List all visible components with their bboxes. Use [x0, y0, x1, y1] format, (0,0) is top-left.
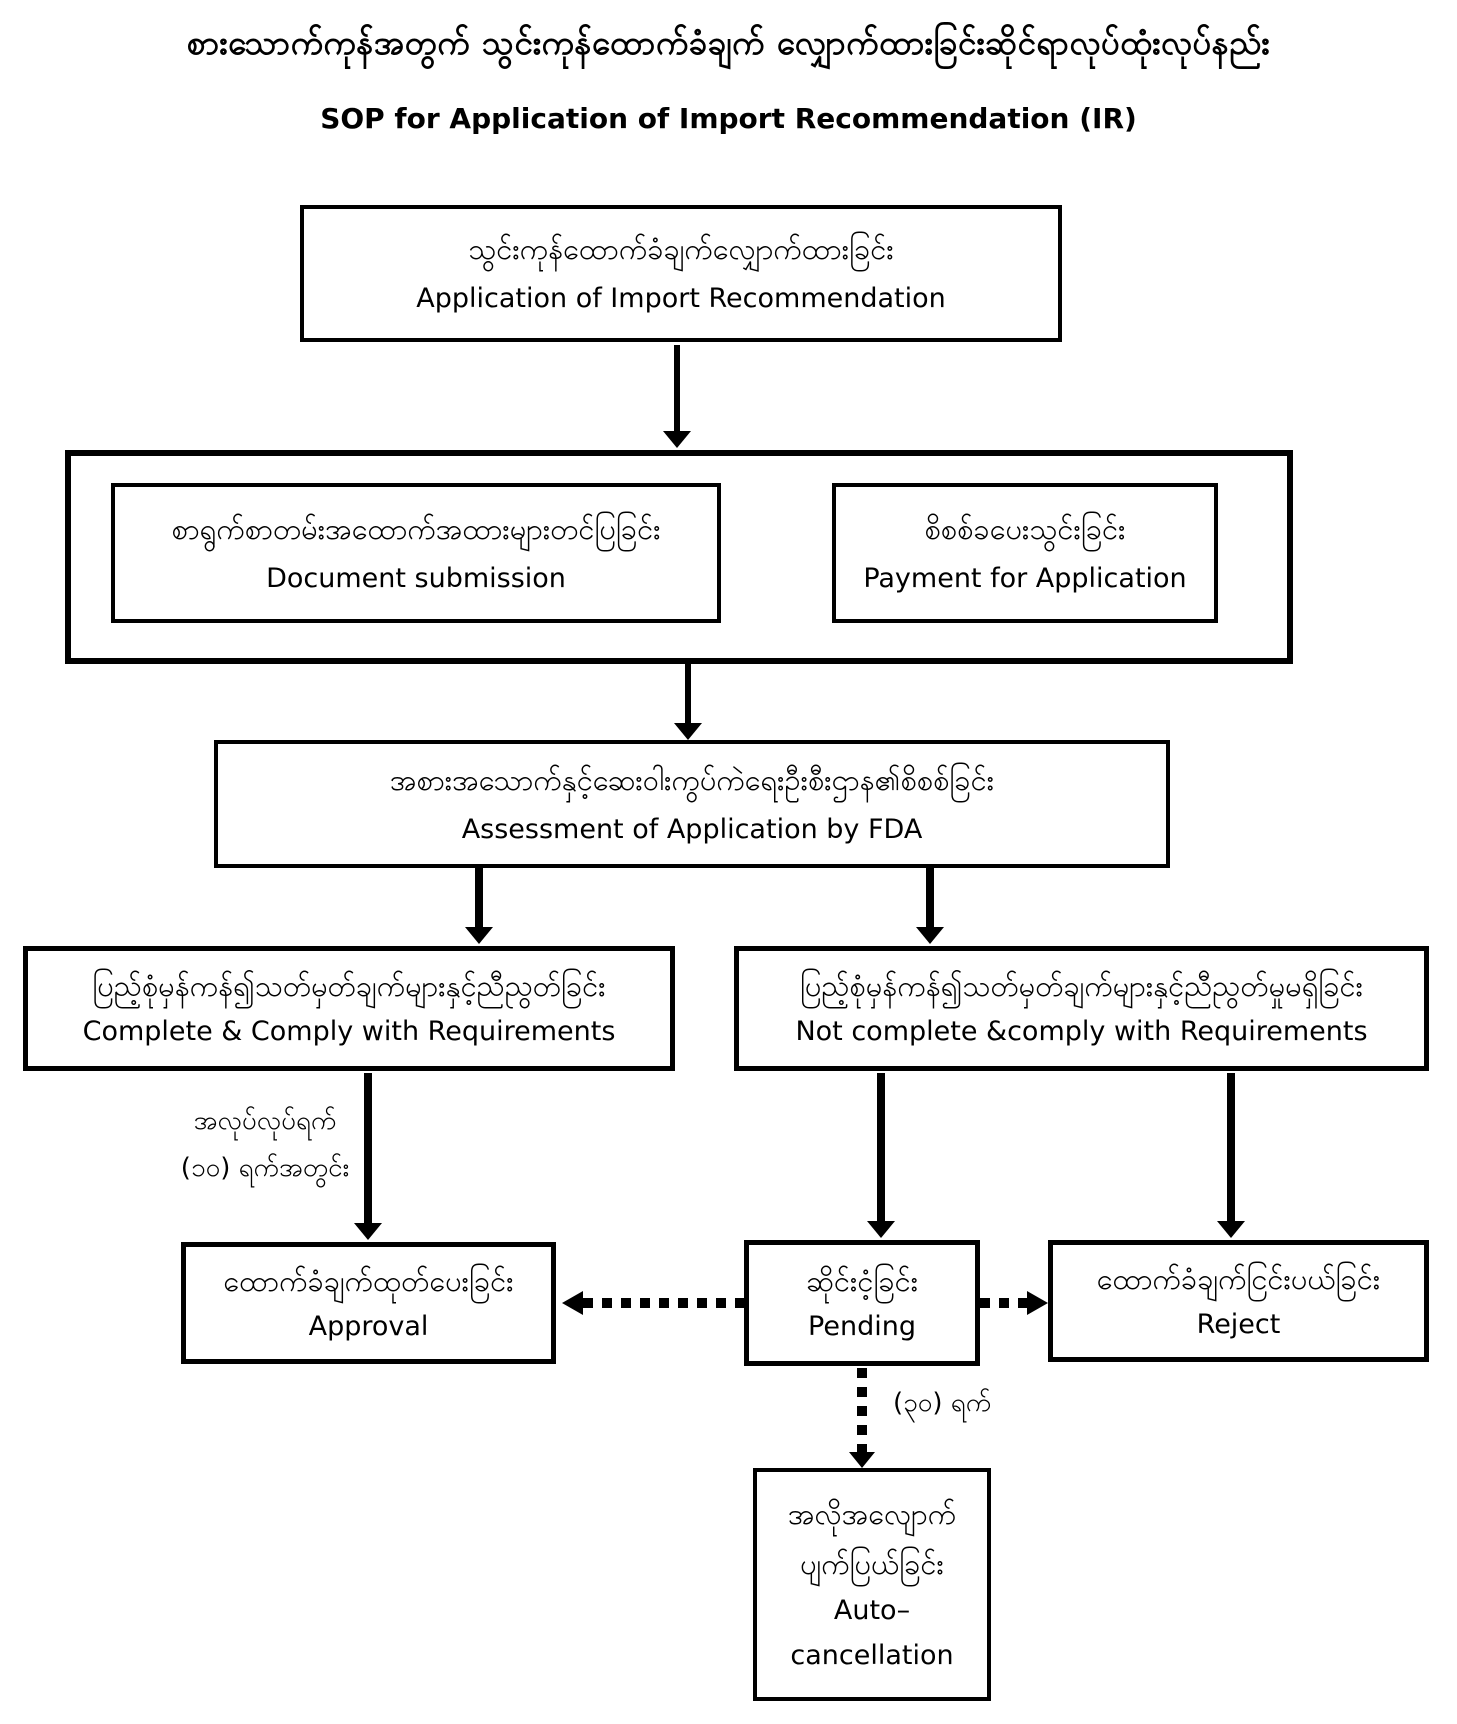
node-assessment-label-my: အစားအသောက်နှင့်ဆေးဝါးကွပ်ကဲရေးဦးစီးဌာန၏စိစစ်ခြင်း	[389, 762, 995, 797]
arrow-shaft	[674, 345, 680, 433]
node-not-complete	[734, 946, 1429, 1071]
arrow-not-complete-to-pending	[865, 1073, 897, 1238]
arrowhead-down-icon	[1217, 1221, 1245, 1238]
node-auto-cancellation-label-en1: Auto–	[833, 1594, 911, 1626]
arrow-group-to-assessment	[672, 664, 704, 740]
node-complete-label-en: Complete & Comply with Requirements	[82, 1016, 616, 1048]
label-working-days-line1: အလုပ်လုပ်ရက်	[193, 1106, 337, 1136]
node-application-label-my: သွင်းကုန်ထောက်ခံချက်လျှောက်ထားခြင်း	[468, 232, 894, 267]
label-thirty-days: (၃၀) ရက်	[893, 1388, 992, 1418]
page-title-english: SOP for Application of Import Recommendation (IR)	[320, 102, 1137, 135]
node-assessment-label-en: Assessment of Application by FDA	[461, 813, 923, 845]
dotted-arrow-pending-to-reject	[980, 1291, 1048, 1315]
node-assessment	[214, 740, 1170, 868]
node-approval-label-my: ထောက်ခံချက်ထုတ်ပေးခြင်း	[223, 1263, 514, 1298]
arrow-shaft	[475, 868, 483, 929]
node-payment-label-en: Payment for Application	[863, 562, 1187, 594]
arrowhead-down-icon	[674, 723, 702, 740]
arrow-shaft	[364, 1073, 372, 1225]
node-reject	[1048, 1240, 1429, 1362]
node-not-complete-label-my: ပြည့်စုံမှန်ကန်၍သတ်မှတ်ချက်များနှင့်ညီညွတ်မှုမရှိခြင်း	[799, 969, 1363, 1004]
arrow-application-to-group	[661, 345, 693, 448]
node-document-submission-label-en: Document submission	[266, 562, 566, 594]
group-submission-payment	[65, 450, 1293, 664]
node-approval-label-en: Approval	[308, 1310, 429, 1342]
node-reject-label-en: Reject	[1196, 1308, 1281, 1340]
node-payment	[832, 483, 1218, 623]
arrowhead-down-icon	[354, 1223, 382, 1240]
arrowhead-down-icon	[663, 431, 691, 448]
arrow-shaft	[877, 1073, 885, 1223]
dotted-shaft	[583, 1298, 744, 1308]
arrowhead-down-icon	[867, 1221, 895, 1238]
arrow-shaft	[926, 868, 934, 929]
arrowhead-left-icon	[562, 1291, 583, 1315]
dotted-shaft	[857, 1368, 867, 1452]
arrowhead-down-icon	[849, 1452, 875, 1468]
arrow-assessment-to-not-complete	[914, 868, 946, 944]
arrow-shaft	[1227, 1073, 1235, 1223]
dotted-shaft	[980, 1298, 1027, 1308]
node-application	[300, 205, 1062, 342]
node-approval	[181, 1242, 556, 1364]
node-application-label-en: Application of Import Recommendation	[416, 283, 946, 315]
node-pending-label-en: Pending	[808, 1310, 916, 1342]
node-not-complete-label-en: Not complete &comply with Requirements	[795, 1016, 1368, 1048]
label-working-days-line2: (၁၀) ရက်အတွင်း	[180, 1152, 350, 1183]
dotted-arrow-pending-to-auto-cancellation	[849, 1368, 875, 1468]
node-auto-cancellation-label-my2: ပျက်ပြယ်ခြင်း	[800, 1546, 944, 1581]
arrowhead-down-icon	[465, 927, 493, 944]
arrow-complete-to-approval	[352, 1073, 384, 1240]
arrowhead-down-icon	[916, 927, 944, 944]
arrow-shaft	[685, 664, 691, 725]
node-auto-cancellation-label-en2: cancellation	[790, 1640, 954, 1672]
node-payment-label-my: စိစစ်ခပေးသွင်းခြင်း	[924, 511, 1126, 546]
node-pending-label-my: ဆိုင်းငံ့ခြင်း	[805, 1263, 919, 1298]
arrow-assessment-to-complete	[463, 868, 495, 944]
node-auto-cancellation	[753, 1468, 991, 1701]
arrow-not-complete-to-reject	[1215, 1073, 1247, 1238]
node-complete-label-my: ပြည့်စုံမှန်ကန်၍သတ်မှတ်ချက်များနှင့်ညီညွတ်ခြင်း	[92, 969, 606, 1004]
node-pending	[744, 1240, 980, 1366]
page-title-burmese: စားသောက်ကုန်အတွက် သွင်းကုန်ထောက်ခံချက် လျှောက်ထားခြင်းဆိုင်ရာလုပ်ထုံးလုပ်နည်း	[187, 23, 1270, 62]
arrowhead-right-icon	[1027, 1291, 1048, 1315]
node-document-submission	[111, 483, 721, 623]
node-reject-label-my: ထောက်ခံချက်ငြင်းပယ်ခြင်း	[1096, 1261, 1381, 1296]
node-complete	[23, 946, 675, 1071]
node-document-submission-label-my: စာရွက်စာတမ်းအထောက်အထားများတင်ပြခြင်း	[171, 511, 661, 546]
dotted-arrow-pending-to-approval	[562, 1291, 744, 1315]
node-auto-cancellation-label-my1: အလိုအလျောက်	[787, 1497, 957, 1532]
